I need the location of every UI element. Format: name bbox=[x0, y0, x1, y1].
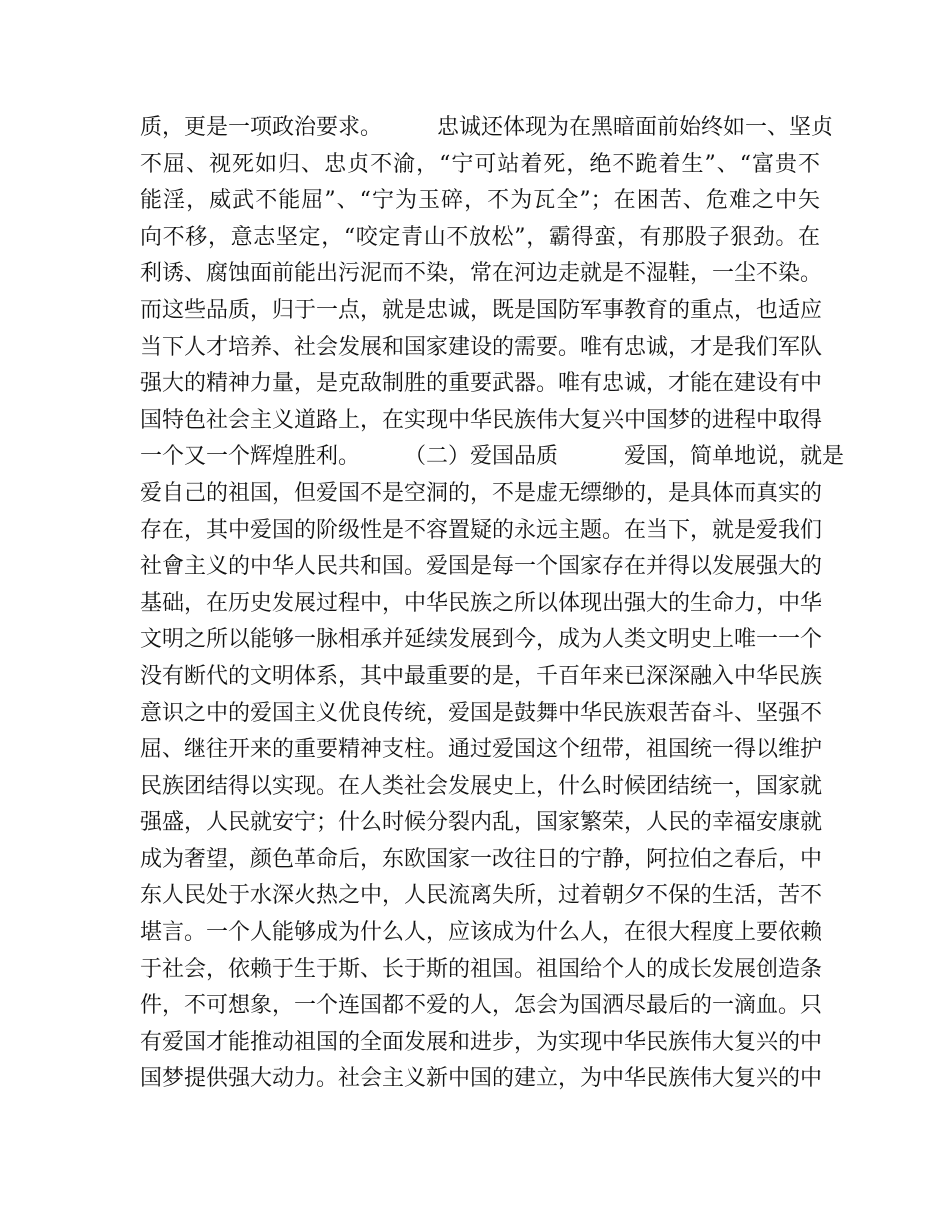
text-line: 成为奢望，颜色革命后，东欧国家一改往日的宁静，阿拉伯之春后，中 bbox=[140, 846, 823, 872]
text-line: 利诱、腐蚀面前能出污泥而不染，常在河边走就是不湿鞋，一尘不染。 bbox=[140, 261, 823, 287]
text-line: 文明之所以能够一脉相承并延续发展到今，成为人类文明史上唯一一个 bbox=[140, 627, 823, 653]
text-line: 能淫，威武不能屈”、“宁为玉碎，不为瓦全”；在困苦、危难之中矢 bbox=[140, 188, 820, 214]
text-line: 爱自己的祖国，但爱国不是空洞的，不是虚无缥缈的，是具体而真实的 bbox=[140, 480, 823, 506]
text-line: 向不移，意志坚定，“咬定青山不放松”，霸得蛮，有那股子狠劲。在 bbox=[140, 224, 820, 250]
text-line: 于社会，依赖于生于斯、长于斯的祖国。祖国给个人的成长发展创造条 bbox=[140, 956, 823, 982]
text-line: 强大的精神力量，是克敌制胜的重要武器。唯有忠诚，才能在建设有中 bbox=[140, 371, 823, 397]
text-line: 没有断代的文明体系，其中最重要的是，千百年来已深深融入中华民族 bbox=[140, 663, 823, 689]
text-line: 国梦提供强大动力。社会主义新中国的建立，为中华民族伟大复兴的中 bbox=[140, 1066, 823, 1092]
text-line: 堪言。一个人能够成为什么人，应该成为什么人，在很大程度上要依赖 bbox=[140, 920, 823, 946]
text-line: 有爱国才能推动祖国的全面发展和进步，为实现中华民族伟大复兴的中 bbox=[140, 1029, 823, 1055]
body-text bbox=[140, 110, 845, 1098]
text-line: 件，不可想象，一个连国都不爱的人，怎会为国洒尽最后的一滴血。只 bbox=[140, 993, 823, 1019]
text-line: 不屈、视死如归、忠贞不渝，“宁可站着死，绝不跪着生”、“富贵不 bbox=[140, 151, 820, 177]
text-line: 基础，在历史发展过程中，中华民族之所以体现出强大的生命力，中华 bbox=[140, 590, 823, 616]
text-line: 民族团结得以实现。在人类社会发展史上，什么时候团结统一，国家就 bbox=[140, 773, 823, 799]
text-line: 屈、继往开来的重要精神支柱。通过爱国这个纽带，祖国统一得以维护 bbox=[140, 737, 823, 763]
text-line: 强盛，人民就安宁；什么时候分裂内乱，国家繁荣，人民的幸福安康就 bbox=[140, 810, 823, 836]
text-line: 东人民处于水深火热之中，人民流离失所，过着朝夕不保的生活，苦不 bbox=[140, 883, 823, 909]
text-line: 社會主义的中华人民共和国。爱国是每一个国家存在并得以发展强大的 bbox=[140, 554, 823, 580]
text-line: 意识之中的爱国主义优良传统，爱国是鼓舞中华民族艰苦奋斗、坚强不 bbox=[140, 700, 823, 726]
text-line: 一个又一个辉煌胜利。 （二）爱国品质 爱国，简单地说，就是 bbox=[140, 444, 845, 470]
text-line: 质，更是一项政治要求。 忠诚还体现为在黑暗面前始终如一、坚贞 bbox=[140, 115, 834, 140]
text-line: 而这些品质，归于一点，就是忠诚，既是国防军事教育的重点，也适应 bbox=[140, 297, 823, 323]
text-line: 存在，其中爱国的阶级性是不容置疑的永远主题。在当下，就是爱我们 bbox=[140, 517, 823, 543]
text-line: 当下人才培养、社会发展和国家建设的需要。唯有忠诚，才是我们军队 bbox=[140, 334, 823, 360]
text-line: 国特色社会主义道路上，在实现中华民族伟大复兴中国梦的进程中取得 bbox=[140, 407, 823, 433]
